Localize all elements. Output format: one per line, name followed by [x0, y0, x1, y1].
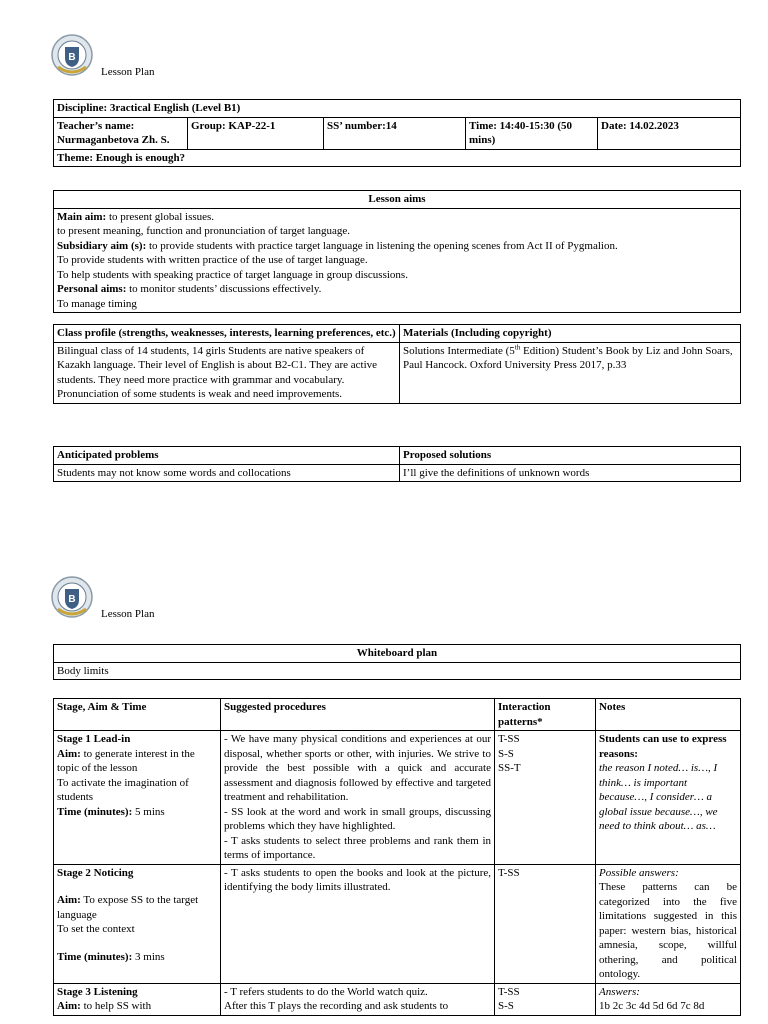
lesson-aims-body: [54, 208, 741, 313]
lesson-aims: [53, 190, 741, 313]
stage3-notes-title: Answers:: [599, 985, 640, 998]
stage3-title: Stage 3 Listening: [57, 985, 138, 998]
materials-text: [400, 342, 741, 403]
personal-aim-label: Personal aims:: [57, 283, 127, 296]
header-table: [53, 99, 741, 167]
stage2-cell: [54, 864, 221, 983]
time: Time: 14:40-15:30 (50 mins): [466, 117, 598, 149]
main-aim-text: to present global issues.: [106, 210, 215, 223]
subsidiary-aim-label: Subsidiary aim (s):: [57, 239, 147, 252]
stage2-aim-text: To expose SS to the target language: [57, 894, 199, 921]
whiteboard-table: [53, 644, 741, 680]
stage1-aim-text: to generate interest in the topic of the lesson: [57, 747, 195, 775]
stage2-interaction: [495, 864, 596, 983]
table-row: [54, 731, 741, 865]
stage3-aim-label: Aim:: [57, 1000, 81, 1013]
stage3-cell: [54, 983, 221, 1015]
svg-text:B: B: [68, 594, 76, 605]
stage1-aim-label: Aim:: [57, 747, 81, 760]
profile-table: [53, 324, 741, 404]
stage1-interaction: [495, 731, 596, 865]
col-interaction: Interaction patterns*: [495, 699, 596, 731]
stage2-time-label: Time (minutes):: [57, 950, 133, 963]
stage3-inter2: S-S: [498, 1000, 514, 1013]
date: Date: 14.02.2023: [598, 117, 741, 149]
stage2-proc1: - T asks students to open the books and look at the picture, identifying the body limits illustrated.: [224, 866, 491, 894]
discipline: Discipline: 3ractical English (Level B1): [54, 100, 741, 118]
stage1-notes: [596, 731, 741, 865]
page-label: Lesson Plan: [101, 608, 155, 620]
school-logo: [50, 33, 94, 82]
solutions-text: I’ll give the definitions of unknown words: [400, 464, 741, 482]
stage2-aim-label: Aim:: [57, 894, 81, 907]
personal-aim-line2: To manage timing: [57, 297, 137, 310]
stage1-notes-text: the reason I noted… is…, I think… is important because…, I consider… a global issue because…, we need to think about… as…: [599, 762, 718, 833]
theme: Theme: Enough is enough?: [54, 149, 741, 167]
stages-table: [53, 698, 741, 1016]
class-profile-text: Bilingual class of 14 students, 14 girls Students are native speakers of Kazakh language. Their level of English is about B2-C1. They are active students. They need more practice with grammar and vocabulary. Pronunciation of some students is weak and need improvements.: [54, 342, 400, 403]
main-aim-line2: to present meaning, function and pronunciation of target language.: [57, 225, 351, 238]
stage2-time-text: 3 mins: [132, 950, 165, 963]
stage3-inter1: T-SS: [498, 985, 520, 998]
col-notes: Notes: [596, 699, 741, 731]
subsidiary-aim-line3: To help students with speaking practice of target language in group discussions.: [57, 268, 408, 281]
materials-text-pre: Solutions Intermediate (5: [403, 344, 515, 357]
main-aim-label: Main aim:: [57, 210, 107, 223]
whiteboard-title: Whiteboard plan: [54, 645, 741, 663]
stage3-proc2: After this T plays the recording and ask students to: [224, 1000, 449, 1013]
stage1-inter1: T-SS: [498, 733, 520, 746]
stage3-procedures: [221, 983, 495, 1015]
stage2-notes: [596, 864, 741, 983]
stage1-cell: [54, 731, 221, 865]
stage1-proc3: - T asks students to select three problems and rank them in terms of importance.: [224, 834, 491, 862]
stage2-notes-title: Possible answers:: [599, 866, 679, 879]
stage3-interaction: [495, 983, 596, 1015]
stage1-notes-title: Students can use to express reasons:: [599, 733, 727, 760]
materials-text-post: Edition) Student’s Book by Liz and John Soars, Paul Hancock. Oxford University Press 2017, p.33: [403, 344, 733, 372]
stage1-time-text: 5 mins: [132, 805, 165, 818]
lesson-aims-title: Lesson aims: [54, 191, 741, 209]
materials-title: Materials (Including copyright): [400, 325, 741, 343]
table-row: [54, 864, 741, 983]
solutions-title: Proposed solutions: [400, 447, 741, 465]
class-profile-title: Class profile (strengths, weaknesses, interests, learning preferences, etc.): [54, 325, 400, 343]
stage2-procedures: [221, 864, 495, 983]
school-logo: [50, 575, 94, 624]
anticipated-title: Anticipated problems: [54, 447, 400, 465]
materials-text-sup: th: [514, 342, 521, 351]
stage1-procedures: [221, 731, 495, 865]
teacher-name: Teacher’s name: Nurmaganbetova Zh. S.: [54, 117, 188, 149]
stage2-aim-line2: To set the context: [57, 923, 135, 936]
stage1-time-label: Time (minutes):: [57, 805, 133, 818]
stage3-aim-text: to help SS with: [80, 1000, 152, 1013]
page-label: Lesson Plan: [101, 66, 155, 78]
whiteboard-text: Body limits: [54, 662, 741, 680]
stage1-title: Stage 1 Lead-in: [57, 733, 131, 746]
anticipated-text: Students may not know some words and collocations: [54, 464, 400, 482]
personal-aim-text: to monitor students’ discussions effectively.: [126, 283, 322, 296]
problems-table: [53, 446, 741, 482]
subsidiary-aim-text: to provide students with practice target language in listening the opening scenes from Act II of Pygmalion.: [146, 239, 618, 252]
stage3-notes: [596, 983, 741, 1015]
stage1-inter2: S-S: [498, 747, 514, 760]
stage1-proc1: - We have many physical conditions and experiences at our disposal, whether sports or other, with injuries. We strive to provide the best possible with a quick and accurate assessment and diagnosis followed by effective and targeted treatment and rehabilitation.: [224, 733, 491, 804]
subsidiary-aim-line2: To provide students with written practice of the use of target language.: [57, 254, 368, 267]
stage3-proc1: - T refers students to do the World watch quiz.: [224, 985, 428, 998]
group: Group: KAP-22-1: [188, 117, 324, 149]
stage1-aim-line2: To activate the imagination of students: [57, 776, 189, 804]
stage1-inter3: SS-T: [498, 762, 521, 775]
stage1-proc2: - SS look at the word and work in small groups, discussing problems which they have highlighted.: [224, 805, 491, 833]
stage2-inter1: T-SS: [498, 866, 520, 879]
ss-number: SS’ number:14: [324, 117, 466, 149]
stage3-notes-text: 1b 2c 3c 4d 5d 6d 7c 8d: [599, 1000, 705, 1013]
table-row: [54, 983, 741, 1015]
col-procedures: Suggested procedures: [221, 699, 495, 731]
stage2-title: Stage 2 Noticing: [57, 866, 134, 879]
svg-text:B: B: [68, 52, 76, 63]
col-stage: Stage, Aim & Time: [54, 699, 221, 731]
stage2-notes-text: These patterns can be categorized into the five limitations suggested in this paper: western bias, historical amnesia, scope, willful othering, and political ontology.: [599, 881, 737, 981]
